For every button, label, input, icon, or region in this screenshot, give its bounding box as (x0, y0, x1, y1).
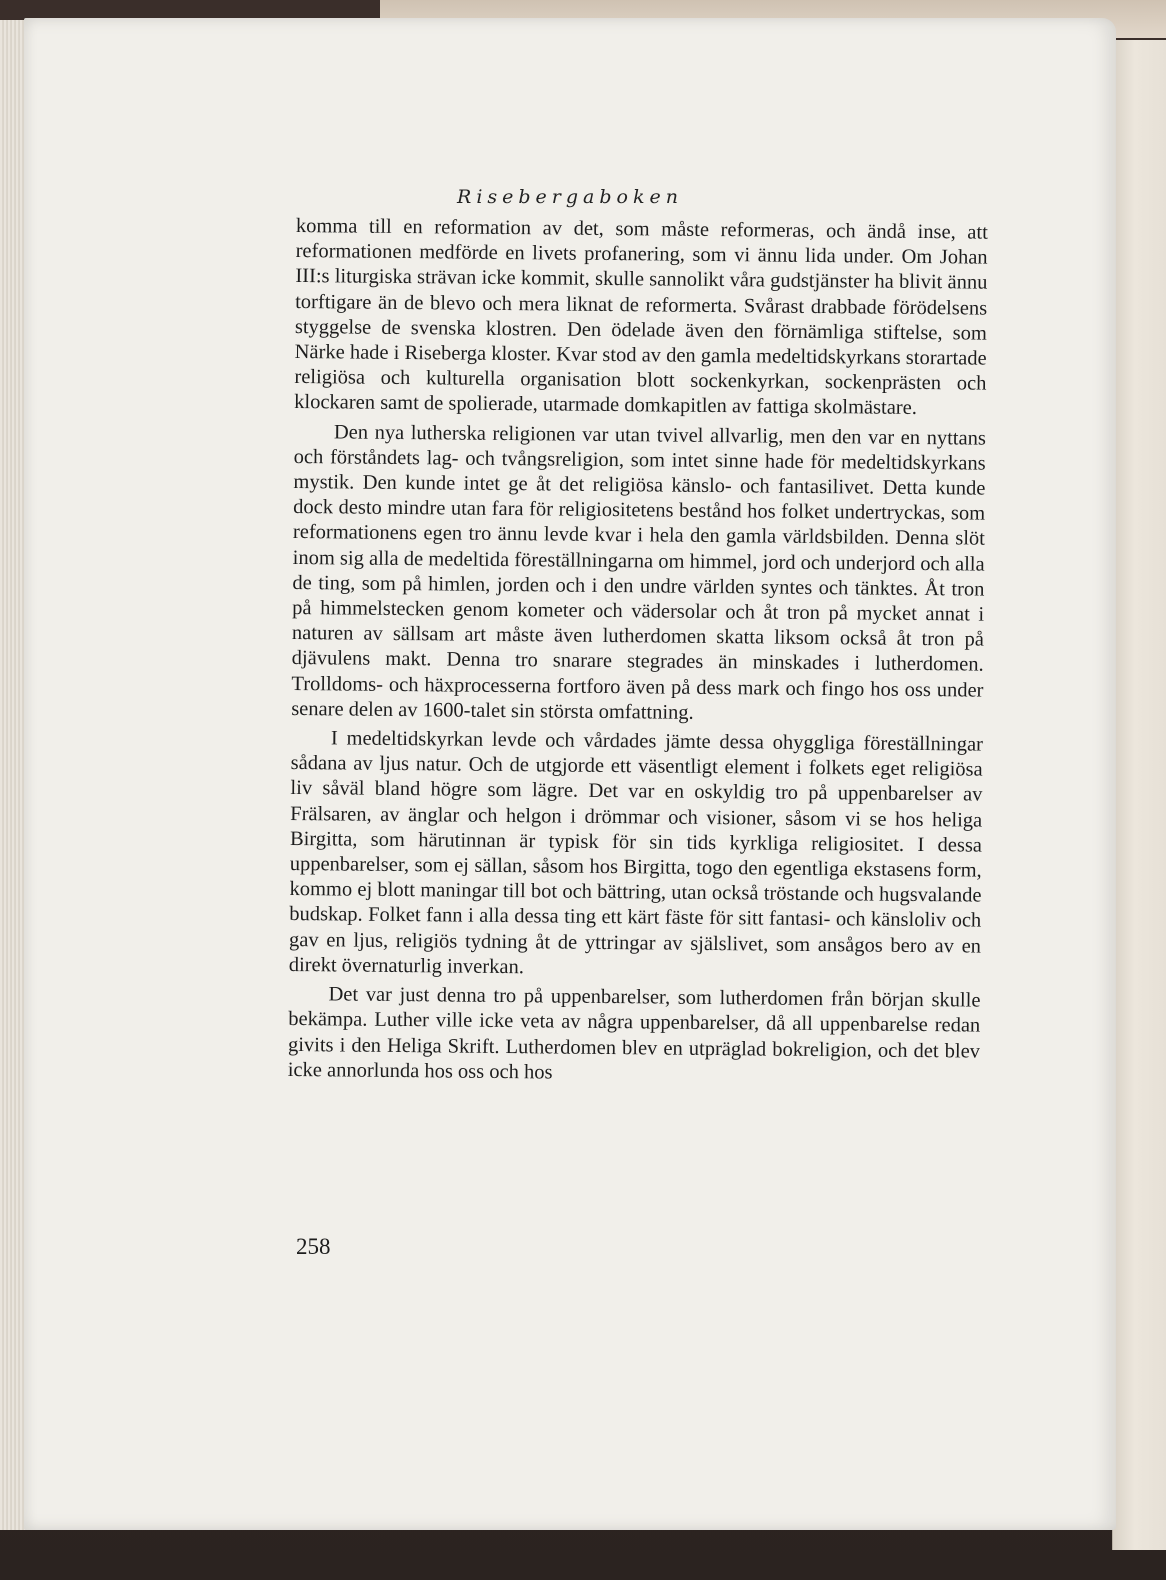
facing-page-edge (1112, 40, 1166, 1550)
page-number: 258 (296, 1234, 331, 1259)
body-text (288, 214, 988, 1090)
paragraph-2: Den nya lutherska religionen var utan tvivel allvarlig, men den var en nyttans och förståndets lag- och tvångsreligion, som intet sinne hade för medeltidskyrkans mystik. Den kunde intet ge åt det religiösa känslo- och fantasilivet. Detta kunde dock desto mindre utan fara för religiositetens bestånd hos folket undertryckas, som reformationens egen tro ännu levde kvar i hela den gamla världsbilden. Denna slöt inom sig alla de medeltida föreställningarna om himmel, jord och underjord och alla de ting, som på himlen, jorden och i den undre världen syntes och tänktes. Åt tron på himmelstecken genom kometer och vädersolar och åt tron på mycket annat i naturen av sällsam art måste även lutherdomen skatta liksom också åt tron på djävulens makt. Denna tro snarare stegrades än minskades i lutherdomen. Trolldoms- och häxprocesserna fortforo även på dess mark och fingo hos oss under senare delen av 1600-talet sin största omfattning. (291, 420, 986, 724)
page-stack-edges (0, 20, 27, 1530)
paragraph-3: I medeltidskyrkan levde och vårdades jämte dessa ohyggliga föreställningar sådana av ljus natur. Och de utgjorde ett väsentligt element i folkets eget religiösa liv såväl bland högre som lägre. Det var en oskyldig tro på uppenbarelser av Frälsaren, av änglar och helgon i drömmar och visioner, såsom vi se hos heliga Birgitta, som härutinnan är typisk för sin tids kyrkliga religiositet. I dessa uppenbarelser, som ej sällan, såsom hos Birgitta, togo den egentliga ekstasens form, kommo ej blott maningar till bot och bättring, utan också tröstande och hugsvalande budskap. Folket fann i alla dessa ting ett kärt fäste för sitt fantasi- och känsloliv och gav en ljus, religiös tydning åt de yttringar av själslivet, som ansågos bero av en direkt övernaturlig inverkan. (288, 727, 984, 979)
running-head: Risebergaboken (457, 186, 683, 208)
paragraph-4: Det var just denna tro på uppenbarelser, som lutherdomen från början skulle bekämpa. Luther ville icke veta av några uppenbarelser, då all uppenbarelse redan givits i den Heliga Skrift. Lutherdomen blev en utpräglad bokreligion, och det blev icke annorlunda hos oss och hos (287, 983, 981, 1084)
paragraph-1: komma till en reformation av det, som måste reformeras, och ändå inse, att reformationen medförde en livets profanering, som vi ännu lida under. Om Johan III:s liturgiska strävan icke kommit, skulle sannolikt våra gudstjänster ha blivit ännu torftigare än de blevo och mera liknat de reformerta. Svårast drabbade förödelsens styggelse de svenska klostren. Den ödelade även den förnämliga stiftelse, som Närke hade i Riseberga kloster. Kvar stod av den gamla medeltidskyrkans storartade religiösa och kulturella organisation blott sockenkyrkan, sockenprästen och klockaren samt de spolierade, utarmade domkapitlen av fattiga skolmästare. (294, 214, 988, 420)
